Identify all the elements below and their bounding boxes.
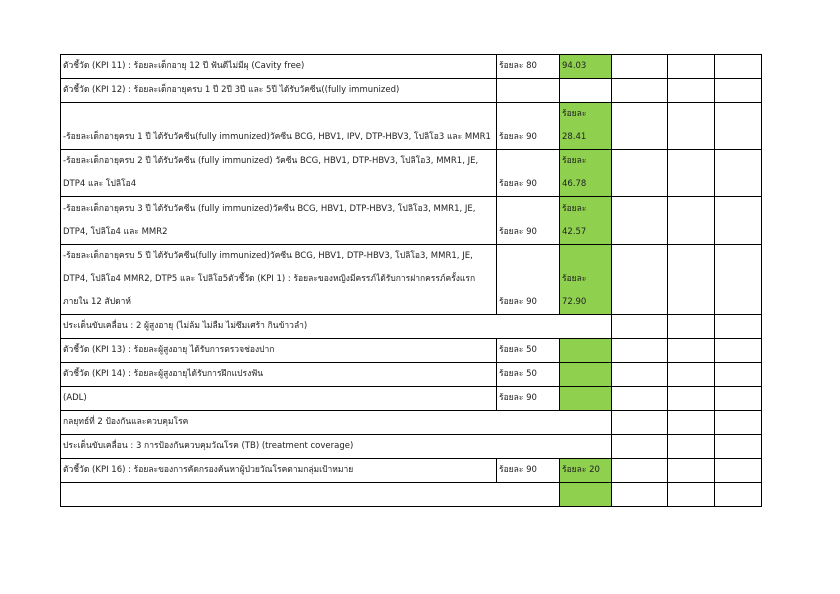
result-cell: ร้อยละ 72.90 bbox=[560, 245, 612, 315]
result-cell: ร้อยละ 28.41 bbox=[560, 103, 612, 150]
empty-cell bbox=[612, 103, 668, 150]
result-cell bbox=[560, 339, 612, 363]
empty-cell bbox=[612, 435, 668, 459]
indicator-cell: ตัวชี้วัด (KPI 11) : ร้อยละเด็กอายุ 12 ปี ฟันดีไม่มีผุ (Cavity free) bbox=[61, 55, 497, 79]
empty-cell bbox=[715, 339, 762, 363]
table-row bbox=[61, 197, 762, 245]
indicator-cell: ตัวชี้วัด (KPI 12) : ร้อยละเด็กอายุครบ 1 ปี 2ปี 3ปี และ 5ปี ได้รับวัคซีน((fully immunized) bbox=[61, 79, 497, 103]
empty-cell bbox=[612, 245, 668, 315]
indicator-cell: ตัวชี้วัด (KPI 14) : ร้อยละผู้สูงอายุได้รับการฝึกแปรงฟัน bbox=[61, 363, 497, 387]
indicator-cell: -ร้อยละเด็กอายุครบ 3 ปี ได้รับวัคซีน (fully immunized)วัคซีน BCG, HBV1, DTP-HBV3, โปลิโอ3, MMR1, JE, DTP4, โปลิโอ4 และ MMR2 bbox=[61, 197, 497, 245]
empty-cell bbox=[612, 459, 668, 483]
empty-cell bbox=[715, 411, 762, 435]
target-cell: ร้อยละ 90 bbox=[497, 197, 560, 245]
result-cell: ร้อยละ 42.57 bbox=[560, 197, 612, 245]
empty-cell bbox=[715, 55, 762, 79]
table-row bbox=[61, 435, 762, 459]
empty-cell bbox=[668, 459, 715, 483]
indicator-cell: (ADL) bbox=[61, 387, 497, 411]
target-cell: ร้อยละ 90 bbox=[497, 103, 560, 150]
table-row bbox=[61, 459, 762, 483]
indicator-cell: -ร้อยละเด็กอายุครบ 1 ปี ได้รับวัคซีน(fully immunized)วัคซีน BCG, HBV1, IPV, DTP-HBV3, โปลิโอ3 และ MMR1 bbox=[61, 103, 497, 150]
empty-cell bbox=[715, 387, 762, 411]
empty-cell bbox=[715, 150, 762, 197]
empty-cell bbox=[668, 411, 715, 435]
target-cell: ร้อยละ 80 bbox=[497, 55, 560, 79]
target-cell: ร้อยละ 90 bbox=[497, 245, 560, 315]
kpi-table-body bbox=[61, 55, 762, 507]
table-row bbox=[61, 387, 762, 411]
table-row bbox=[61, 411, 762, 435]
empty-cell bbox=[715, 483, 762, 507]
target-cell: ร้อยละ 90 bbox=[497, 387, 560, 411]
indicator-cell: ตัวชี้วัด (KPI 13) : ร้อยละผู้สูงอายุ ได้รับการตรวจช่องปาก bbox=[61, 339, 497, 363]
empty-cell bbox=[715, 315, 762, 339]
target-cell: ร้อยละ 90 bbox=[497, 150, 560, 197]
result-cell: ร้อยละ 46.78 bbox=[560, 150, 612, 197]
table-row bbox=[61, 363, 762, 387]
empty-cell bbox=[668, 150, 715, 197]
empty-cell bbox=[668, 315, 715, 339]
empty-cell bbox=[668, 103, 715, 150]
kpi-table bbox=[60, 54, 762, 507]
empty-cell bbox=[668, 339, 715, 363]
indicator-cell: -ร้อยละเด็กอายุครบ 5 ปี ได้รับวัคซีน(fully immunized)วัคซีน BCG, HBV1, DTP-HBV3, โปลิโอ3, MMR1, JE, DTP4, โปลิโอ4 MMR2, DTP5 และ โปลิโอ5ตัวชี้วัด (KPI 1) : ร้อยละของหญิงมีครรภ์ได้รับการฝากครรภ์ครั้งแรกภายใน 12 สัปดาห์ bbox=[61, 245, 497, 315]
empty-cell bbox=[612, 79, 668, 103]
empty-cell bbox=[612, 315, 668, 339]
empty-cell bbox=[715, 435, 762, 459]
result-cell bbox=[560, 79, 612, 103]
result-cell bbox=[560, 363, 612, 387]
empty-cell bbox=[612, 411, 668, 435]
table-row bbox=[61, 315, 762, 339]
empty-cell bbox=[612, 197, 668, 245]
empty-cell bbox=[612, 483, 668, 507]
empty-cell bbox=[715, 103, 762, 150]
empty-cell bbox=[668, 483, 715, 507]
empty-cell bbox=[612, 150, 668, 197]
target-cell: ร้อยละ 50 bbox=[497, 363, 560, 387]
table-row bbox=[61, 483, 762, 507]
empty-cell bbox=[715, 197, 762, 245]
indicator-cell: ประเด็นขับเคลื่อน : 2 ผู้สูงอายุ (ไม่ล้ม ไม่ลืม ไม่ซึมเศร้า กินข้าวลำ) bbox=[61, 315, 612, 339]
table-row bbox=[61, 150, 762, 197]
table-row bbox=[61, 339, 762, 363]
empty-cell bbox=[612, 339, 668, 363]
empty-cell bbox=[612, 363, 668, 387]
result-cell: 94.03 bbox=[560, 55, 612, 79]
empty-cell bbox=[612, 387, 668, 411]
table-row bbox=[61, 245, 762, 315]
target-cell bbox=[497, 79, 560, 103]
result-cell: ร้อยละ 20 bbox=[560, 459, 612, 483]
empty-cell bbox=[668, 79, 715, 103]
table-row bbox=[61, 79, 762, 103]
result-cell bbox=[560, 483, 612, 507]
target-cell: ร้อยละ 90 bbox=[497, 459, 560, 483]
indicator-cell: กลยุทธ์ที่ 2 ป้องกันและควบคุมโรค bbox=[61, 411, 612, 435]
empty-cell bbox=[668, 363, 715, 387]
table-row bbox=[61, 55, 762, 79]
indicator-cell: ตัวชี้วัด (KPI 16) : ร้อยละของการคัดกรองค้นหาผู้ป่วยวัณโรคตามกลุ่มเป้าหมาย bbox=[61, 459, 497, 483]
empty-cell bbox=[715, 79, 762, 103]
empty-cell bbox=[668, 197, 715, 245]
empty-cell bbox=[668, 245, 715, 315]
empty-cell bbox=[668, 387, 715, 411]
empty-cell bbox=[715, 459, 762, 483]
empty-cell bbox=[668, 435, 715, 459]
indicator-cell: ประเด็นขับเคลื่อน : 3 การป้องกันควบคุมวัณโรค (TB) (treatment coverage) bbox=[61, 435, 612, 459]
result-cell bbox=[560, 387, 612, 411]
empty-cell bbox=[612, 55, 668, 79]
empty-cell bbox=[715, 363, 762, 387]
empty-cell bbox=[668, 55, 715, 79]
table-row bbox=[61, 103, 762, 150]
indicator-cell: -ร้อยละเด็กอายุครบ 2 ปี ได้รับวัคซีน (fully immunized) วัคซีน BCG, HBV1, DTP-HBV3, โปลิโอ3, MMR1, JE, DTP4 และ โปลิโอ4 bbox=[61, 150, 497, 197]
target-cell: ร้อยละ 50 bbox=[497, 339, 560, 363]
empty-cell bbox=[715, 245, 762, 315]
indicator-cell bbox=[61, 483, 560, 507]
